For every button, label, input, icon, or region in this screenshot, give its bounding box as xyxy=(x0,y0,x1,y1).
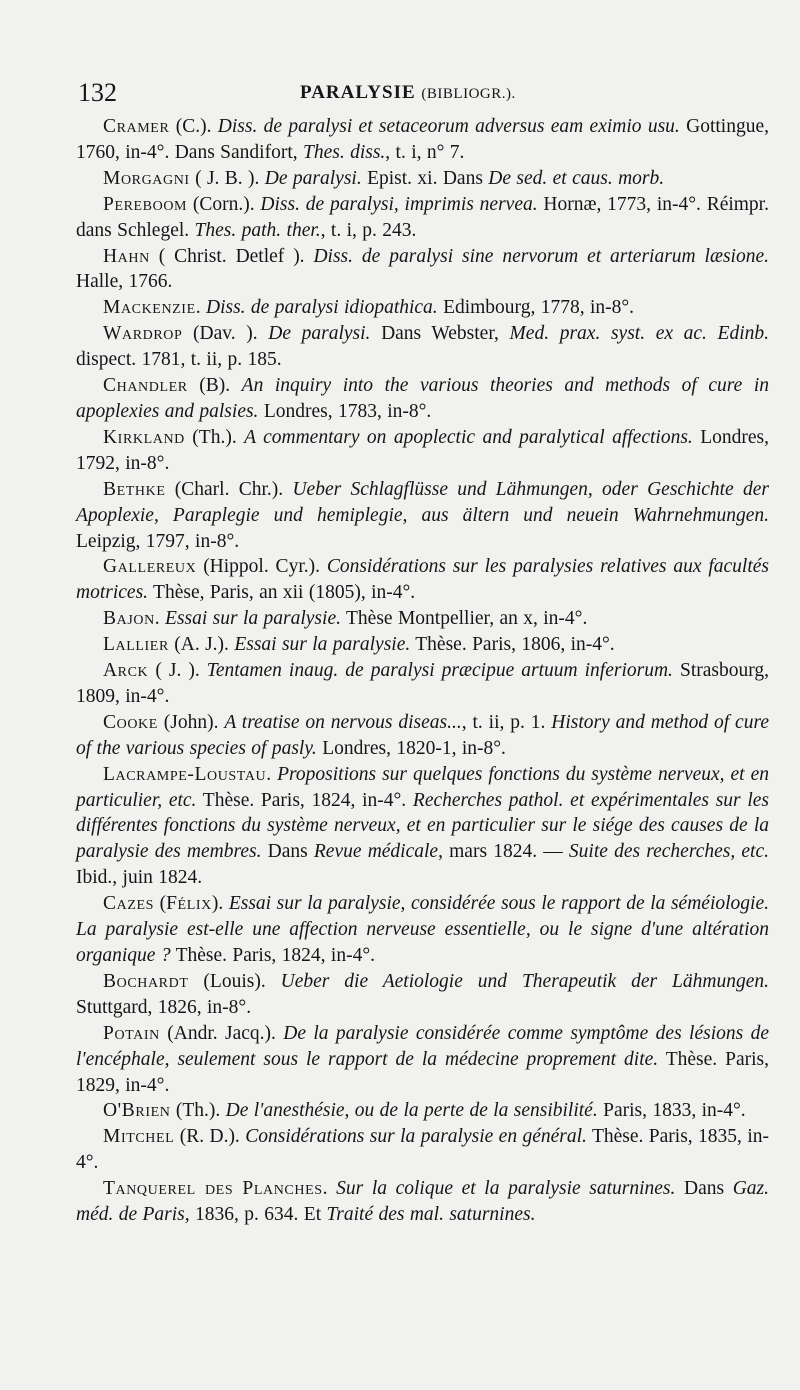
bibliography-entry xyxy=(76,477,769,555)
entry-author: Gallereux xyxy=(103,556,197,578)
entry-text: Edimbourg, 1778, in-8°. xyxy=(437,297,635,319)
page-title-sub: (BIBLIOGR.). xyxy=(421,86,516,102)
entry-text: Londres, 1820-1, in-8°. xyxy=(316,737,506,759)
bibliography-entry xyxy=(76,1124,769,1176)
entry-author: Pereboom xyxy=(103,193,188,215)
entry-title: A treatise on nervous diseas... xyxy=(224,711,462,733)
entry-text: , t. i, n° 7. xyxy=(385,141,465,163)
entry-title: Essai sur la paralysie. xyxy=(165,608,341,630)
entry-text: Halle, 1766. xyxy=(76,271,173,293)
entry-author: Chandler xyxy=(103,375,188,397)
bibliography-entry xyxy=(76,1176,769,1228)
entry-text: Stuttgard, 1826, in-8°. xyxy=(76,996,252,1018)
entry-text: Paris, 1833, in-4°. xyxy=(597,1100,746,1122)
entry-author: Arck xyxy=(103,660,149,682)
entry-text: Ibid., juin 1824. xyxy=(76,867,203,889)
entry-text: Thèse. Paris, 1824, in-4°. xyxy=(170,945,375,966)
entry-title: De la paralysie considérée comme symptôme des lésions de l'encéphale, seulement sous le rapport de la médecine proprement dite. xyxy=(76,1022,769,1070)
entry-author: Kirkland xyxy=(103,426,185,448)
entry-author: Bethke xyxy=(103,478,166,500)
bibliography-entry xyxy=(76,244,769,296)
entry-text: Epist. xi. Dans xyxy=(361,167,489,189)
entry-text: Dans xyxy=(675,1178,733,1200)
bibliography-entry xyxy=(76,425,769,477)
entry-text: Gottingue, 1760, in-4°. Dans Sandifort, xyxy=(76,116,769,163)
entry-text: Londres, 1792, in-8°. xyxy=(76,426,769,474)
page-number: 132 xyxy=(78,78,117,107)
entry-text: (John). xyxy=(157,711,225,733)
entry-title: Diss. de paralysi sine nervorum et arteriarum læsione. xyxy=(313,245,769,267)
entry-title: Essai sur la paralysie. xyxy=(234,634,411,656)
bibliography-entry xyxy=(76,192,769,244)
entry-text: , mars 1824. — xyxy=(438,841,569,863)
entry-text: (Th.). xyxy=(170,1100,226,1122)
entry-author: Cooke xyxy=(103,711,158,733)
entry-title: De sed. et caus. morb. xyxy=(488,167,665,189)
entry-text: Dans Webster, xyxy=(370,323,510,345)
entry-title: Gaz. méd. de Paris, xyxy=(76,1178,770,1226)
entry-title: Traité des mal. saturnines. xyxy=(326,1204,536,1226)
bibliography-entry xyxy=(76,114,769,166)
entry-text: Thèse. Paris, 1835, in-4°. xyxy=(76,1126,769,1174)
entry-title: Propositions sur quelques fonctions du système nerveux, et en particulier, etc. xyxy=(76,763,770,811)
entry-author: Lallier xyxy=(103,634,169,656)
entry-text: (R. D.). xyxy=(174,1126,246,1148)
entry-text: (Corn.). xyxy=(187,193,261,215)
bibliography-entry xyxy=(76,166,769,192)
bibliography-entry xyxy=(76,710,769,762)
entry-title: Thes. diss. xyxy=(302,141,386,163)
entry-text: (Charl. Chr.). xyxy=(165,478,293,500)
entry-title: Ueber die Aetiologie und Therapeutik der Lähmungen. xyxy=(280,970,770,992)
entry-text: (C.). xyxy=(169,116,218,137)
entry-text: Thèse Montpellier, an x, in-4°. xyxy=(340,608,588,630)
entry-text: Thèse. Paris, 1824, in-4°. xyxy=(196,789,413,811)
entry-title: History and method of cure of the various species of pasly. xyxy=(76,711,769,759)
entry-title: Considérations sur les paralysies relatives aux facultés motrices. xyxy=(76,556,769,604)
entry-title: Considérations sur la paralysie en général. xyxy=(245,1126,587,1148)
bibliography-entry xyxy=(76,295,769,321)
entry-text: ( J. B. ). xyxy=(189,167,265,189)
entry-author: Mackenzie xyxy=(103,297,196,319)
entry-text: ( xyxy=(154,893,167,915)
bibliography-entry xyxy=(76,658,769,710)
running-header xyxy=(78,78,768,112)
entry-title: Diss. de paralysi, imprimis nervea. xyxy=(260,193,538,215)
entry-title: Revue médicale xyxy=(313,841,439,863)
entry-author: Cramer xyxy=(103,116,170,137)
entry-text: , t. ii, p. 1. xyxy=(461,711,552,733)
entry-author: Cazes xyxy=(103,893,155,915)
entry-title: Recherches pathol. et expérimentales sur les différentes fonctions du système nerveux, et en particulier sur le siége des causes de la paralysie des membres. xyxy=(76,789,769,863)
bibliography-entry xyxy=(76,373,769,425)
entry-text: Londres, 1783, in-8°. xyxy=(258,400,432,422)
entry-text: (Th.). xyxy=(184,426,245,448)
bibliography-entry xyxy=(76,632,769,658)
entry-text: ( Christ. Detlef ). xyxy=(149,245,314,267)
entry-text: . xyxy=(322,1178,337,1200)
entry-author: Félix xyxy=(166,893,212,915)
entry-text: dispect. 1781, t. ii, p. 185. xyxy=(76,349,282,371)
entry-author: Bochardt xyxy=(103,970,189,992)
entry-title: Ueber Schlagflüsse und Lähmungen, oder Geschichte der Apoplexie, Paraplegie und hemiplegie, aus ältern und neuein Wahrnehmungen. xyxy=(76,478,770,526)
entry-author: Bajon xyxy=(103,608,155,630)
entry-text: (Dav. ). xyxy=(182,323,269,345)
entry-text: . xyxy=(195,297,206,319)
entry-title: Diss. de paralysi idiopathica. xyxy=(205,297,438,319)
entry-author: O'Brien xyxy=(103,1100,171,1122)
bibliography-entry xyxy=(76,969,769,1021)
entry-title: De l'anesthésie, ou de la perte de la sensibilité. xyxy=(225,1100,598,1122)
entry-text: Thèse. Paris, 1806, in-4°. xyxy=(410,634,615,656)
bibliography-entry xyxy=(76,1021,769,1099)
entry-text: . xyxy=(154,608,166,630)
entry-text: Strasbourg, 1809, in-4°. xyxy=(76,660,769,707)
entry-author: Potain xyxy=(103,1022,160,1044)
bibliography-entry xyxy=(76,554,769,606)
entry-author: Mitchel xyxy=(103,1126,175,1148)
entry-text: (A. J.). xyxy=(168,634,235,656)
entry-title: Diss. de paralysi et setaceorum adversus eam eximio usu. xyxy=(217,116,680,137)
entry-title: A commentary on apoplectic and paralytical affections. xyxy=(244,426,693,448)
bibliography-entry xyxy=(76,321,769,373)
entry-title: Suite des recherches, etc. xyxy=(568,841,769,863)
entry-title: Essai sur la paralysie, considérée sous le rapport de la séméiologie. La paralysie est-elle une affection nerveuse essentielle, ou le signe d'une altération organique ? xyxy=(76,893,769,966)
bibliography-entry xyxy=(76,891,769,969)
entry-author: Morgagni xyxy=(103,167,190,189)
entry-author: Hahn xyxy=(103,245,150,267)
entry-title: An inquiry into the various theories and methods of cure in apoplexies and palsies. xyxy=(76,375,769,422)
entry-title: Tentamen inaug. de paralysi præcipue artuum inferiorum. xyxy=(206,660,673,682)
entry-text: (Hippol. Cyr.). xyxy=(196,556,327,578)
entry-author: Lacrampe-Loustau xyxy=(103,763,267,785)
entry-text: ). xyxy=(211,893,229,915)
entry-title: Sur la colique et la paralysie saturnines. xyxy=(336,1178,676,1200)
entry-text: Thèse, Paris, an xii (1805), in-4°. xyxy=(148,582,416,604)
bibliography-list xyxy=(76,114,769,1228)
entry-text: Thèse. Paris, 1829, in-4°. xyxy=(76,1048,769,1096)
entry-text: (Louis). xyxy=(188,970,281,992)
bibliography-entry xyxy=(76,762,769,892)
bibliography-entry xyxy=(76,1098,769,1124)
entry-title: Med. prax. syst. ex ac. Edinb. xyxy=(509,323,770,345)
entry-text: 1836, p. 634. Et xyxy=(189,1204,327,1226)
entry-title: De paralysi. xyxy=(264,167,362,189)
entry-author: Tanquerel des Planches xyxy=(103,1178,323,1200)
entry-text: . xyxy=(266,763,278,785)
page-title xyxy=(300,82,516,104)
entry-author: Wardrop xyxy=(103,323,183,345)
entry-text: ( J. ). xyxy=(148,660,207,682)
entry-title: De paralysi. xyxy=(268,323,371,345)
entry-text: Dans xyxy=(261,841,314,863)
entry-text: Hornæ, 1773, in-4°. Réimpr. dans Schlegel. xyxy=(76,193,769,241)
entry-text: (B). xyxy=(187,375,242,397)
bibliography-entry xyxy=(76,606,769,632)
entry-text: (Andr. Jacq.). xyxy=(159,1022,284,1044)
page-title-main: PARALYSIE xyxy=(300,82,416,103)
entry-text: , t. i, p. 243. xyxy=(320,219,417,241)
entry-title: Thes. path. ther. xyxy=(194,219,321,241)
entry-text: Leipzig, 1797, in-8°. xyxy=(76,530,240,552)
